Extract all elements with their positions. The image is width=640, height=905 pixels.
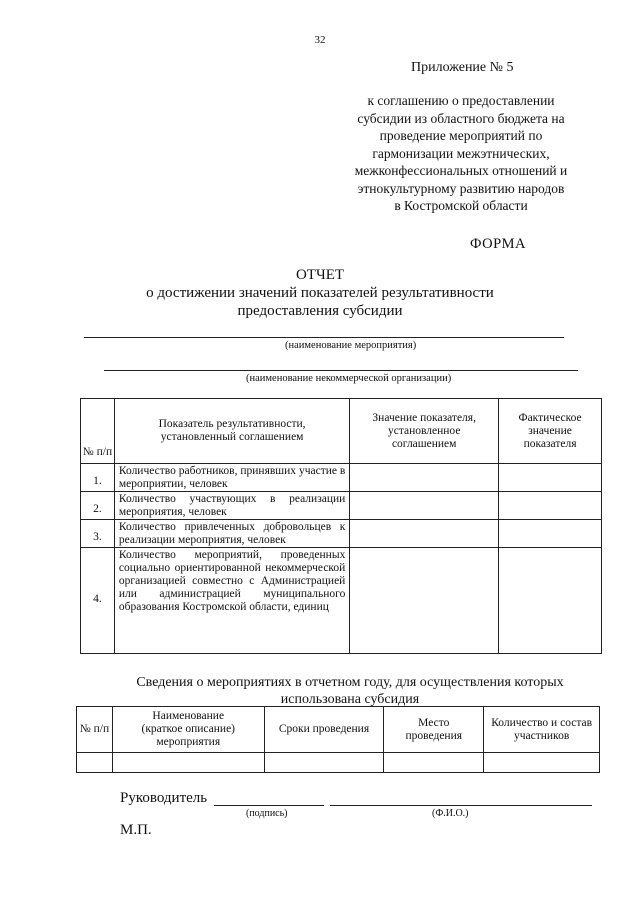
agreement-line: субсидии из областного бюджета на [357,110,565,126]
empty-cell[interactable] [484,753,600,773]
events-section-title: Сведения о мероприятиях в отчетном году, для осуществления которых использована субсидия [136,675,564,707]
table-row [81,492,602,520]
header-indicator: Показатель результативности, установленный соглашением [114,399,349,464]
full-name-line[interactable] [330,805,592,806]
header-num: № п/п [77,707,113,753]
row-indicator: Количество участвующих в реализации мероприятия, человек [114,492,349,520]
row-num: 2. [81,492,115,520]
organization-name-line[interactable] [104,370,578,371]
stamp-label: М.П. [120,822,152,838]
full-name-caption: (Ф.И.О.) [432,808,469,819]
signature-caption: (подпись) [246,808,288,819]
report-title: ОТЧЕТ [295,267,345,283]
row-actual-value[interactable] [499,548,602,654]
table-header-row [81,399,602,464]
head-label: Руководитель [120,790,208,806]
agreement-line: в Костромской области [394,198,528,213]
table-row [81,548,602,654]
row-agreed-value[interactable] [350,520,499,548]
empty-cell[interactable] [112,753,264,773]
header-agreed-value: Значение показателя, установленное соглашением [350,399,499,464]
header-num: № п/п [81,399,115,464]
signature-line[interactable] [214,805,324,806]
header-dates: Сроки проведения [264,707,384,753]
empty-cell[interactable] [77,753,113,773]
agreement-line: этнокультурному развитию народов [357,180,565,196]
row-indicator: Количество работников, принявших участие в мероприятии, человек [114,464,349,492]
table-row [77,753,600,773]
row-agreed-value[interactable] [350,464,499,492]
agreement-line: гармонизации межэтнических, [372,145,550,161]
page-number: 32 [314,34,326,46]
row-actual-value[interactable] [499,520,602,548]
table-row [81,464,602,492]
row-actual-value[interactable] [499,492,602,520]
header-participants: Количество и состав участников [484,707,600,753]
table-header-row [77,707,600,753]
row-agreed-value[interactable] [350,492,499,520]
report-subtitle-line: предоставления субсидии [237,303,403,319]
agreement-reference [330,92,592,215]
row-agreed-value[interactable] [350,548,499,654]
row-num: 1. [81,464,115,492]
header-actual-value: Фактическое значение показателя [499,399,602,464]
agreement-line: межконфессиональных отношений и [354,163,568,178]
header-place: Место проведения [384,707,484,753]
row-num: 3. [81,520,115,548]
empty-cell[interactable] [264,753,384,773]
row-actual-value[interactable] [499,464,602,492]
row-indicator: Количество привлеченных добровольцев к реализации мероприятия, человек [114,520,349,548]
indicators-table [80,398,602,654]
agreement-line: проведение мероприятий по [379,128,543,143]
events-table [76,706,600,773]
report-title-block [0,266,640,320]
event-name-line[interactable] [84,337,564,338]
event-name-caption: (наименование мероприятия) [285,340,417,351]
row-num: 4. [81,548,115,654]
agreement-line: к соглашению о предоставлении [367,93,555,108]
form-label: ФОРМА [470,236,527,252]
header-event-name: Наименование (краткое описание) мероприятия [112,707,264,753]
table-row [81,520,602,548]
empty-cell[interactable] [384,753,484,773]
report-subtitle-line: о достижении значений показателей результативности [146,285,494,301]
row-indicator: Количество мероприятий, проведенных социально ориентированной некоммерческой организацией совместно с Администрацией или администрацией муниципального образования Костромской области, единиц [114,548,349,654]
organization-name-caption: (наименование некоммерческой организации) [246,373,452,384]
appendix-title: Приложение № 5 [411,60,514,75]
